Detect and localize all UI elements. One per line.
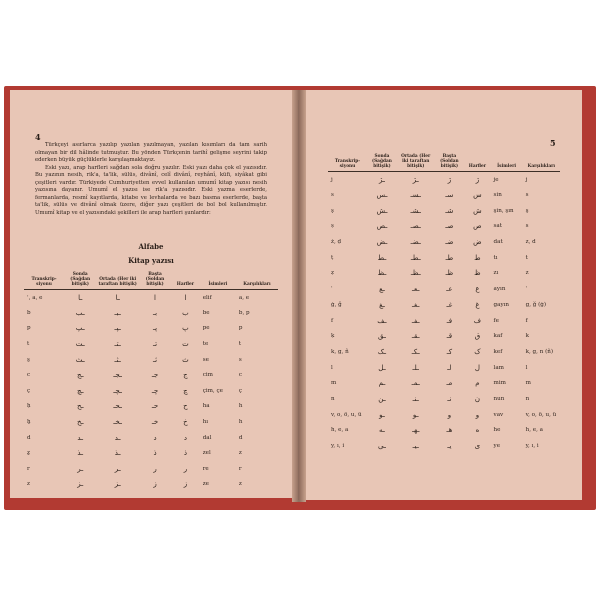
- table-cell: غـ: [446, 300, 453, 309]
- table-cell: nun: [493, 395, 505, 402]
- table-cell: d: [27, 434, 31, 441]
- table-cell: ـبـ: [114, 308, 121, 317]
- table-cell: کـ: [446, 347, 453, 356]
- table-cell: خـ: [151, 418, 159, 427]
- table-cell: kef: [493, 348, 503, 355]
- table-cell: ـکـ: [411, 347, 420, 356]
- table-cell: ş: [331, 207, 334, 214]
- table-cell: چـ: [151, 386, 159, 395]
- table-cell: ـو: [412, 410, 419, 419]
- table-cell: عـ: [446, 285, 453, 294]
- table-cell: a, e: [238, 294, 250, 301]
- table-cell: ـو: [379, 410, 385, 419]
- table-cell: f: [331, 317, 334, 324]
- table-cell: ـل: [378, 363, 386, 372]
- table-cell: s: [331, 192, 334, 199]
- table-cell: ـا: [115, 293, 120, 302]
- table-cell: te: [202, 341, 209, 348]
- table-cell: ا: [184, 293, 187, 302]
- table-cell: cim: [202, 372, 213, 379]
- table-cell: ن: [474, 394, 480, 403]
- table-cell: ش: [473, 206, 482, 215]
- table-cell: f: [525, 317, 528, 324]
- table-cell: hı: [202, 419, 209, 426]
- table-row: [328, 187, 560, 203]
- table-cell: و: [475, 410, 480, 419]
- table-cell: ـث: [75, 355, 85, 364]
- table-cell: h: [238, 403, 243, 410]
- table-cell: ـطـ: [410, 253, 421, 262]
- table-cell: ـپـ: [114, 324, 121, 333]
- table-cell: je: [493, 176, 499, 183]
- table-row: [328, 203, 560, 219]
- table-cell: ha: [202, 403, 210, 410]
- table-cell: ـی: [378, 442, 386, 451]
- paragraph: Türkçeyi asırlarca yazılıp yazılan yazılmayan, yazılan kısımları da tam sarih olmayan bir dil hâlinde tutmuştur. Bu yönden Türkçenin tarihî gelişme seyrini takip ederken büyük güçlüklerle karşılaşmaktayız.: [35, 142, 267, 164]
- table-cell: ا: [154, 293, 156, 302]
- table-cell: y, ı, i: [331, 443, 345, 450]
- table-cell: ye: [493, 443, 501, 450]
- table-row: [24, 430, 278, 446]
- table-cell: ـا: [78, 293, 83, 302]
- table-cell: v, o, ö, u, ü: [331, 411, 362, 418]
- table-row: [24, 367, 278, 383]
- column-header: Karşılıkları: [523, 154, 560, 172]
- table-cell: ـز: [114, 480, 121, 489]
- table-cell: ـر: [114, 464, 121, 473]
- table-cell: قـ: [446, 332, 453, 341]
- table-cell: ـژ: [412, 175, 419, 184]
- table-cell: ʾ, a, e: [27, 294, 43, 301]
- table-cell: غ: [475, 300, 480, 309]
- table-cell: şin, şın: [493, 207, 514, 214]
- table-cell: r: [27, 465, 30, 472]
- table-row: [328, 281, 560, 297]
- table-cell: ṣ: [331, 223, 334, 230]
- table-cell: ʿ: [525, 286, 528, 293]
- table-cell: k, g, n (ñ): [525, 348, 554, 355]
- page-number: 5: [550, 138, 556, 148]
- table-row: [328, 375, 560, 391]
- table-cell: ل: [474, 363, 480, 372]
- alphabet-table: [24, 272, 278, 492]
- table-row: [328, 391, 560, 407]
- table-cell: ç: [27, 387, 31, 394]
- table-row: [24, 352, 278, 368]
- page-number: 4: [35, 132, 41, 142]
- table-cell: se: [202, 356, 209, 363]
- column-header: Ortada (Her iki taraftan bitişik): [397, 154, 435, 172]
- table-cell: ک: [474, 347, 481, 356]
- table-cell: ـضـ: [410, 238, 421, 247]
- table-cell: elif: [202, 294, 212, 301]
- table-cell: ـژ: [378, 175, 385, 184]
- table-cell: ـح: [76, 402, 84, 411]
- table-cell: s: [238, 356, 242, 363]
- column-header: Harfler: [171, 272, 200, 290]
- table-cell: ظـ: [445, 269, 454, 278]
- table-cell: ـشـ: [410, 206, 421, 215]
- table-cell: tı: [493, 254, 498, 261]
- table-cell: re: [202, 465, 209, 472]
- table-row: [24, 290, 278, 306]
- table-row: [24, 383, 278, 399]
- table-row: [24, 414, 278, 430]
- table-row: [328, 438, 560, 454]
- table-cell: ـم: [378, 379, 386, 388]
- table-cell: ز: [153, 480, 157, 489]
- table-cell: lam: [493, 364, 504, 371]
- table-cell: د: [183, 433, 187, 442]
- table-cell: ـیـ: [412, 442, 419, 451]
- table-cell: z: [238, 450, 242, 457]
- table-cell: جـ: [151, 371, 159, 380]
- table-cell: هـ: [446, 426, 453, 435]
- table-cell: ـعـ: [411, 285, 420, 294]
- table-cell: ـذ: [77, 449, 84, 458]
- column-header: Harfler: [464, 154, 490, 172]
- table-row: [328, 360, 560, 376]
- table-cell: ـهـ: [412, 426, 420, 435]
- table-cell: یـ: [447, 442, 452, 451]
- table-cell: ذ: [153, 449, 157, 458]
- table-cell: ـظ: [377, 269, 387, 278]
- table-row: [328, 344, 560, 360]
- table-cell: ث: [182, 355, 189, 364]
- table-cell: ـد: [77, 433, 84, 442]
- column-header: Sonda (Sağdan bitişik): [64, 272, 96, 290]
- table-cell: ج: [183, 371, 188, 380]
- table-cell: ـفـ: [411, 316, 420, 325]
- table-row: [328, 423, 560, 439]
- table-cell: ه: [475, 426, 480, 435]
- table-cell: ayın: [493, 286, 506, 293]
- table-cell: چ: [183, 386, 188, 395]
- table-cell: dal: [202, 434, 212, 441]
- table-cell: z: [238, 481, 242, 488]
- table-cell: ـج: [76, 371, 84, 380]
- table-cell: ş: [525, 207, 529, 214]
- table-cell: t: [525, 254, 528, 261]
- alphabet-table: [328, 154, 560, 454]
- table-cell: ق: [474, 332, 481, 341]
- column-header: Başta (Soldan bitişik): [139, 272, 171, 290]
- table-cell: ẓ: [331, 270, 334, 277]
- table-cell: ـنـ: [412, 394, 419, 403]
- table-row: [24, 399, 278, 415]
- table-cell: ف: [473, 316, 482, 325]
- table-cell: ç: [238, 387, 243, 394]
- table-cell: ـظـ: [410, 269, 421, 278]
- table-cell: ـجـ: [113, 371, 122, 380]
- table-cell: صـ: [445, 222, 454, 231]
- table-cell: ـت: [75, 340, 85, 349]
- table-cell: ẕ: [27, 450, 30, 457]
- table-cell: ب: [182, 308, 189, 317]
- table-cell: j: [525, 176, 528, 183]
- table-cell: j: [331, 176, 333, 183]
- table-cell: sat: [493, 223, 503, 230]
- table-cell: s̱: [27, 356, 30, 363]
- table-cell: ض: [473, 238, 482, 247]
- table-cell: ـه: [379, 426, 385, 435]
- table-cell: لـ: [447, 363, 452, 372]
- table-cell: n: [525, 395, 530, 402]
- table-cell: m: [525, 380, 531, 387]
- table-cell: ـثـ: [114, 355, 121, 364]
- table-cell: ـغ: [379, 300, 385, 309]
- table-row: [328, 407, 560, 423]
- table-cell: ر: [153, 464, 157, 473]
- table-cell: ـف: [377, 316, 387, 325]
- book-spine: [292, 90, 306, 502]
- table-cell: gayın: [493, 301, 510, 308]
- table-cell: ـحـ: [113, 402, 122, 411]
- column-header: Karşılıkları: [236, 272, 278, 290]
- table-cell: ـلـ: [412, 363, 419, 372]
- table-cell: h: [238, 419, 243, 426]
- table-cell: ـن: [378, 394, 386, 403]
- table-cell: فـ: [446, 316, 453, 325]
- table-cell: ـچـ: [113, 386, 122, 395]
- table-cell: r: [238, 465, 242, 472]
- table-cell: د: [153, 433, 157, 442]
- table-cell: ـخـ: [113, 418, 122, 427]
- table-cell: c: [238, 372, 243, 379]
- table-cell: m: [331, 380, 337, 387]
- table-cell: vav: [493, 411, 504, 418]
- table-cell: p: [27, 325, 31, 332]
- table-cell: b, p: [238, 309, 250, 316]
- table-cell: ـص: [376, 222, 388, 231]
- table-cell: مـ: [446, 379, 453, 388]
- table-cell: ـر: [77, 464, 84, 473]
- table-cell: ت: [182, 340, 189, 349]
- table-cell: ـط: [377, 253, 387, 262]
- table-cell: y, ı, i: [525, 443, 539, 450]
- table-cell: fe: [493, 317, 499, 324]
- table-cell: طـ: [445, 253, 454, 262]
- table-cell: خ: [183, 418, 188, 427]
- column-header: İsimleri: [200, 272, 236, 290]
- table-cell: p: [238, 325, 243, 332]
- table-cell: be: [202, 309, 210, 316]
- table-row: [24, 305, 278, 321]
- table-cell: dat: [493, 239, 503, 246]
- table-cell: ع: [475, 285, 480, 294]
- table-cell: sin: [493, 192, 502, 199]
- table-cell: ـچ: [76, 386, 84, 395]
- table-cell: ġ, ğ: [331, 301, 342, 308]
- column-header: Başta (Soldan bitişik): [435, 154, 465, 172]
- table-cell: ظ: [474, 269, 481, 278]
- table-cell: پ: [182, 324, 189, 333]
- table-cell: mim: [493, 380, 506, 387]
- table-cell: g, ğ (ġ): [525, 301, 547, 308]
- table-cell: پـ: [153, 324, 158, 333]
- table-cell: ḫ: [27, 419, 31, 426]
- column-header: İsimleri: [491, 154, 523, 172]
- table-row: [24, 336, 278, 352]
- table-cell: تـ: [153, 340, 158, 349]
- table-cell: ـقـ: [411, 332, 420, 341]
- table-cell: ż, ḍ: [331, 239, 342, 246]
- table-cell: بـ: [153, 308, 158, 317]
- table-row: [24, 445, 278, 461]
- table-cell: zı: [493, 270, 499, 277]
- table-row: [328, 266, 560, 282]
- table-cell: zel: [202, 450, 211, 457]
- table-cell: ط: [474, 253, 481, 262]
- table-cell: n: [331, 395, 335, 402]
- table-cell: z: [27, 481, 30, 488]
- table-cell: ـق: [378, 332, 386, 341]
- table-cell: ـتـ: [114, 340, 121, 349]
- table-cell: he: [493, 427, 501, 434]
- column-header: Sonda (Sağdan bitişik): [367, 154, 397, 172]
- table-cell: و: [447, 410, 452, 419]
- table-cell: ـک: [377, 347, 387, 356]
- table-row: [328, 297, 560, 313]
- table-cell: l: [331, 364, 333, 371]
- table-cell: pe: [202, 325, 210, 332]
- table-cell: ـب: [75, 308, 85, 317]
- table-cell: س: [473, 191, 482, 200]
- table-cell: ḳ: [331, 333, 335, 340]
- binding-stitch: [298, 100, 299, 500]
- table-cell: ژ: [475, 175, 480, 184]
- table-cell: حـ: [151, 402, 159, 411]
- table-cell: l: [525, 364, 528, 371]
- table-cell: h, e, a: [331, 427, 349, 434]
- table-cell: ضـ: [445, 238, 454, 247]
- table-cell: ر: [183, 464, 188, 473]
- table-row: [328, 172, 560, 188]
- column-header: Ortada (Her iki taraftan bitişik): [96, 272, 138, 290]
- table-cell: v, o, ö, u, ü: [525, 411, 557, 418]
- table-cell: ـذ: [114, 449, 121, 458]
- table-row: [24, 321, 278, 337]
- table-row: [24, 477, 278, 493]
- table-cell: ـد: [114, 433, 121, 442]
- table-row: [328, 328, 560, 344]
- table-cell: ـمـ: [411, 379, 420, 388]
- table-cell: ـض: [376, 238, 388, 247]
- table-cell: ص: [473, 222, 482, 231]
- table-cell: ـغـ: [411, 300, 420, 309]
- table-cell: ـز: [77, 480, 84, 489]
- table-cell: k, g, ñ: [331, 348, 349, 355]
- right-page: [306, 90, 582, 500]
- left-page: [10, 90, 292, 498]
- column-header: Transkripsiyonu: [328, 154, 367, 172]
- table-cell: ʿ: [331, 286, 333, 293]
- intro-text: [35, 142, 267, 217]
- table-cell: ṭ: [331, 254, 334, 261]
- table-cell: ḥ: [27, 403, 31, 410]
- table-cell: s: [525, 223, 529, 230]
- table-cell: ژ: [447, 175, 452, 184]
- paragraph: Eski yazı, arap harfleri sağdan sola doğru yazılır. Eski yazı daha çok el yazısıdır. Bu yazının nesih, rik'a, ta'lik, sülüs, divânî, celî divânî, reyhânî, küfi, siyâkat gibi çeşitleri vardır. Türkiyede Cumhuriyetten evvel kullanılan umumî kitap yazısı nesih yazısına dayanır. Umumî el yazısı ise rik'a yazısıdır. Eski yazma eserlerde, fermanlarda, resmî kayıtlarda, kitabe ve levhalarda ve bazı basma eserlerde, başta ta'lik, sülüs ve divânî olmak üzere, diğer yazı çeşitleri de bol bol kullanılmıştır. Umumî kitap ve el yazısındaki şekilleri ile arap harfleri şunlardır:: [35, 164, 267, 216]
- table-cell: ثـ: [153, 355, 158, 364]
- table-cell: سـ: [445, 191, 454, 200]
- table-row: [24, 461, 278, 477]
- table-cell: kaf: [493, 333, 503, 340]
- table-row: [328, 313, 560, 329]
- table-cell: ـس: [376, 191, 388, 200]
- table-cell: b: [27, 309, 31, 316]
- table-cell: ی: [474, 442, 481, 451]
- table-row: [328, 219, 560, 235]
- table-cell: z: [525, 270, 529, 277]
- table-cell: h, e, a: [525, 427, 543, 434]
- table-cell: d: [238, 434, 243, 441]
- alphabet-title: Alfabe: [138, 242, 164, 251]
- table-cell: م: [475, 379, 480, 388]
- table-cell: çim, çe: [202, 387, 223, 394]
- table-cell: ـصـ: [410, 222, 421, 231]
- table-cell: نـ: [447, 394, 452, 403]
- table-cell: ذ: [183, 449, 187, 458]
- table-cell: s: [525, 192, 529, 199]
- table-cell: t: [238, 341, 242, 348]
- table-cell: t: [27, 341, 30, 348]
- table-cell: شـ: [445, 206, 454, 215]
- table-cell: ح: [183, 402, 188, 411]
- table-cell: ـش: [376, 206, 388, 215]
- alphabet-subtitle: Kitap yazısı: [128, 256, 174, 265]
- table-cell: ز: [183, 480, 188, 489]
- table-cell: k: [525, 333, 529, 340]
- table-cell: z, d: [525, 239, 536, 246]
- table-row: [328, 250, 560, 266]
- table-cell: ze: [202, 481, 209, 488]
- table-row: [328, 234, 560, 250]
- table-cell: ـع: [379, 285, 385, 294]
- table-cell: c: [27, 372, 31, 379]
- table-cell: ـپ: [75, 324, 85, 333]
- table-cell: ـسـ: [410, 191, 421, 200]
- column-header: Transkripsiyonu: [24, 272, 64, 290]
- table-cell: ـخ: [76, 418, 84, 427]
